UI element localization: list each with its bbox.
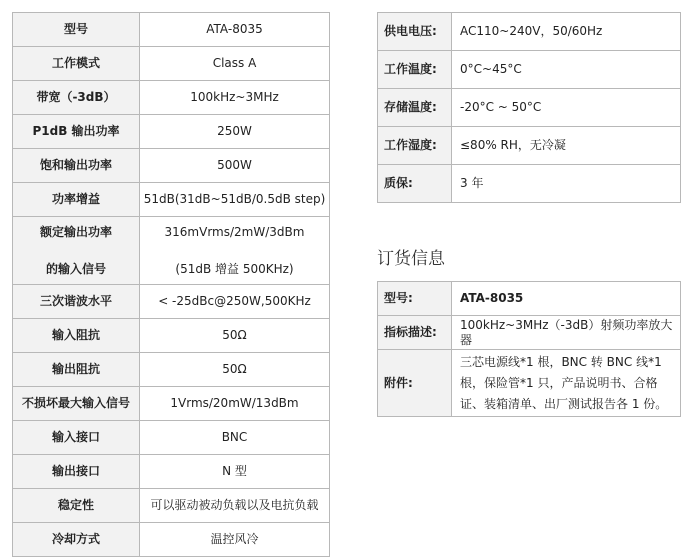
order-label: 型号:: [378, 282, 452, 316]
env-label: 工作湿度:: [378, 127, 452, 165]
order-heading: 订货信息: [377, 249, 445, 269]
order-value: 100kHz~3MHz（-3dB）射频功率放大器: [452, 316, 681, 350]
order-value: [452, 350, 681, 417]
spec-label: 稳定性: [13, 489, 140, 523]
order-table: [377, 281, 681, 417]
spec-value: 1Vrms/20mW/13dBm: [140, 387, 330, 421]
spec-value: 可以驱动被动负载以及电抗负载: [140, 489, 330, 523]
spec-label-line: 的输入信号: [45, 261, 106, 276]
spec-value: 51dB(31dB~51dB/0.5dB step): [140, 183, 330, 217]
spec-row-stability: [13, 489, 330, 523]
spec-label: 饱和输出功率: [13, 149, 140, 183]
spec-row-bandwidth: [13, 81, 330, 115]
env-label: 质保:: [378, 165, 452, 203]
env-row-operating-temp: [378, 51, 681, 89]
env-value: AC110~240V，50/60Hz: [452, 13, 681, 51]
spec-label: 三次谐波水平: [13, 285, 140, 319]
spec-row-output-impedance: [13, 353, 330, 387]
env-row-storage-temp: [378, 89, 681, 127]
spec-value: < -25dBc@250W,500KHz: [140, 285, 330, 319]
spec-label-line: 额定输出功率: [39, 224, 112, 239]
order-label: 附件:: [378, 350, 452, 417]
spec-value: 250W: [140, 115, 330, 149]
spec-value: 500W: [140, 149, 330, 183]
spec-value: Class A: [140, 47, 330, 81]
spec-label: 输出接口: [13, 455, 140, 489]
spec-value: 100kHz~3MHz: [140, 81, 330, 115]
spec-row-rated-input: [13, 217, 330, 285]
spec-label: 输入接口: [13, 421, 140, 455]
spec-label: 冷却方式: [13, 523, 140, 557]
spec-value: [140, 217, 330, 285]
spec-label: 功率增益: [13, 183, 140, 217]
spec-label: 输出阻抗: [13, 353, 140, 387]
env-value: ≤80% RH，无冷凝: [452, 127, 681, 165]
spec-row-mode: [13, 47, 330, 81]
spec-row-p1db: [13, 115, 330, 149]
spec-row-input-impedance: [13, 319, 330, 353]
spec-row-gain: [13, 183, 330, 217]
env-value: 3 年: [452, 165, 681, 203]
spec-value-line: 316mVrms/2mW/3dBm: [164, 224, 305, 239]
spec-value: 50Ω: [140, 353, 330, 387]
spec-value: BNC: [140, 421, 330, 455]
spec-label: 工作模式: [13, 47, 140, 81]
spec-label: 型号: [13, 13, 140, 47]
env-row-power: [378, 13, 681, 51]
spec-label: 不损坏最大输入信号: [13, 387, 140, 421]
env-value: 0°C~45°C: [452, 51, 681, 89]
spec-value: N 型: [140, 455, 330, 489]
spec-table: [12, 12, 330, 557]
order-row-description: [378, 316, 681, 350]
env-label: 存储温度:: [378, 89, 452, 127]
spec-label: P1dB 输出功率: [13, 115, 140, 149]
spec-label: 带宽（-3dB）: [13, 81, 140, 115]
spec-row-output-connector: [13, 455, 330, 489]
spec-label: 输入阻抗: [13, 319, 140, 353]
spec-value-line: (51dB 增益 500KHz): [175, 261, 294, 276]
spec-label: [13, 217, 140, 285]
environment-table: [377, 12, 681, 203]
spec-row-max-input: [13, 387, 330, 421]
env-label: 供电电压:: [378, 13, 452, 51]
accessories-text: 三芯电源线*1 根，BNC 转 BNC 线*1 根，保险管*1 只，产品说明书、合格证、装箱清单、出厂测试报告各 1 份。: [460, 354, 668, 411]
spec-value: 50Ω: [140, 319, 330, 353]
spec-value: ATA-8035: [140, 13, 330, 47]
order-label: 指标描述:: [378, 316, 452, 350]
order-value: ATA-8035: [452, 282, 681, 316]
spec-value: 温控风冷: [140, 523, 330, 557]
env-value: -20°C ~ 50°C: [452, 89, 681, 127]
spec-row-harmonic: [13, 285, 330, 319]
spec-row-saturated: [13, 149, 330, 183]
spec-row-cooling: [13, 523, 330, 557]
spec-row-model: [13, 13, 330, 47]
order-row-model: [378, 282, 681, 316]
env-row-warranty: [378, 165, 681, 203]
env-label: 工作温度:: [378, 51, 452, 89]
order-row-accessories: [378, 350, 681, 417]
env-row-humidity: [378, 127, 681, 165]
spec-row-input-connector: [13, 421, 330, 455]
